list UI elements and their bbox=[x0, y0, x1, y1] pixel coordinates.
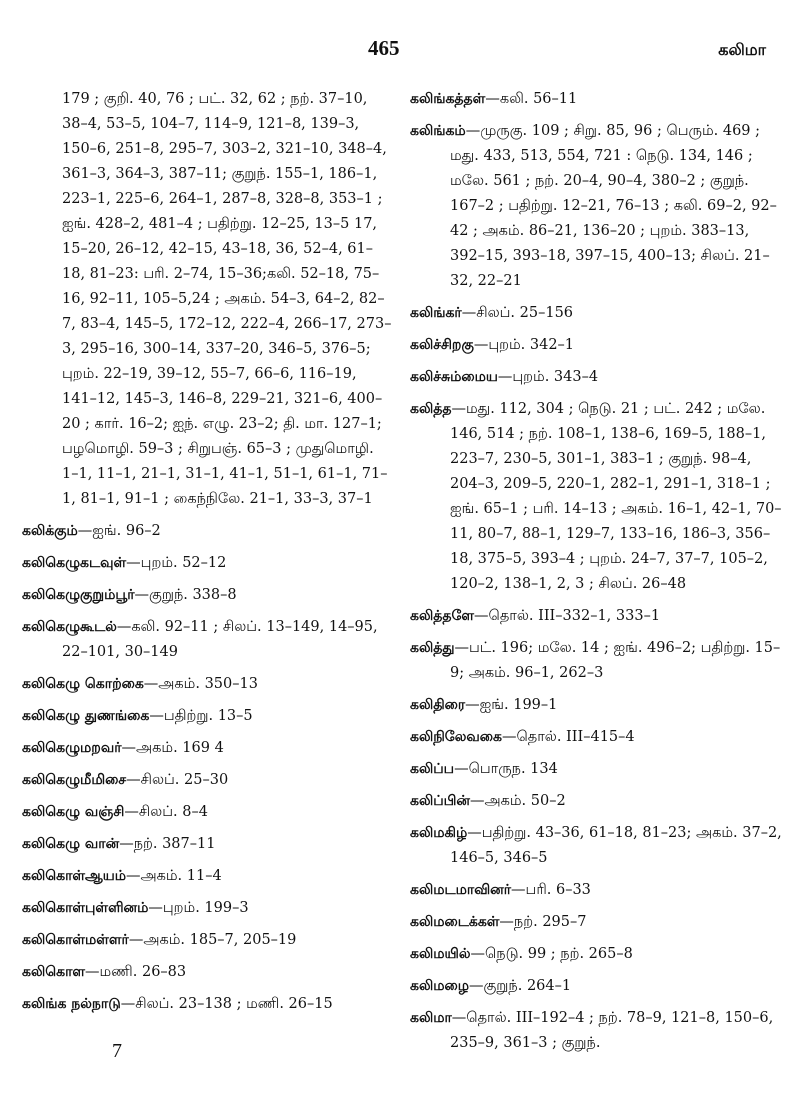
entry-headword: கலித்தளே bbox=[410, 608, 475, 624]
index-entry bbox=[22, 614, 392, 664]
entry-headword: கலிப்பின் bbox=[410, 793, 470, 809]
signature-mark: 7 bbox=[112, 1040, 122, 1062]
right-column bbox=[410, 86, 788, 1062]
entry-refs: —ஐங். 96–2 bbox=[77, 523, 161, 539]
entry-refs: —புறம். 199–3 bbox=[148, 900, 249, 916]
index-entry bbox=[410, 118, 788, 293]
index-entry bbox=[22, 863, 392, 888]
index-entry bbox=[22, 895, 392, 920]
entry-headword: கலிக்கும் bbox=[22, 523, 78, 539]
entry-headword: கலிகெழு கொற்கை bbox=[22, 676, 144, 692]
entry-refs: —தொல். III–192–4 ; நற். 78–9, 121–8, 150–6, 235–9, 361–3 ; குறுந். bbox=[450, 1010, 774, 1051]
entry-headword: கலிகெழு வஞ்சி bbox=[22, 804, 125, 820]
entry-refs: —சிலப். 8–4 bbox=[124, 804, 208, 820]
entry-headword: கலிப்ப bbox=[410, 761, 455, 777]
entry-refs: —சிலப். 25–30 bbox=[126, 772, 229, 788]
entry-headword: கலிகொள்ஆயம் bbox=[22, 868, 126, 884]
entry-headword: கலிதிரை bbox=[410, 697, 466, 713]
entry-headword: கலிமடைக்கள் bbox=[410, 914, 500, 930]
index-entry bbox=[410, 820, 788, 870]
index-entry bbox=[410, 300, 788, 325]
index-entry bbox=[22, 671, 392, 696]
left-column bbox=[22, 86, 392, 1023]
index-entry bbox=[22, 518, 392, 543]
entry-refs: —பட். 196; மலே. 14 ; ஐங். 496–2; பதிற்று. 15–9; அகம். 96–1, 262–3 bbox=[450, 640, 781, 681]
index-entry bbox=[22, 991, 392, 1016]
entry-refs: —பொருந. 134 bbox=[454, 761, 558, 777]
entry-refs: —ஐங். 199–1 bbox=[465, 697, 558, 713]
index-entry bbox=[410, 724, 788, 749]
index-entry bbox=[22, 550, 392, 575]
index-entry bbox=[410, 332, 788, 357]
page-number: 465 bbox=[368, 36, 400, 60]
entry-headword: கலிகொள்மள்ளர் bbox=[22, 932, 129, 948]
index-entry bbox=[22, 767, 392, 792]
entry-refs: —மது. 112, 304 ; நெடு. 21 ; பட். 242 ; மலே. 146, 514 ; நற். 108–1, 138–6, 169–5, 188–1, 223–7, 230–5, 301–1, 383–1 ; குறுந். 98–4, 204–3, 209–5, 220–1, 282–1, 291–1, 318–1 ; ஐங். 65–1 ; பரி. 14–13 ; அகம். 16–1, 42–1, 70–11, 80–7, 88–1, 129–7, 133–16, 186–3, 356–18, 375–5, 393–4 ; புறம். 24–7, 37–7, 105–2, 120–2, 138–1, 2, 3 ; சிலப். 26–48 bbox=[450, 401, 782, 592]
entry-refs: —பதிற்று. 13–5 bbox=[149, 708, 253, 724]
index-entry bbox=[410, 1005, 788, 1055]
index-entry bbox=[22, 831, 392, 856]
entry-refs: 179 ; குறி. 40, 76 ; பட். 32, 62 ; நற். 37–10, 38–4, 53–5, 104–7, 114–9, 121–8, 139–3, 150–6, 251–8, 295–7, 303–2, 321–10, 348–4, 361–3, 364–3, 387–11; குறுந். 155–1, 186–1, 223–1, 225–6, 264–1, 287–8, 328–8, 353–1 ; ஐங். 428–2, 481–4 ; பதிற்று. 12–25, 13–5 17, 15–20, 26–12, 42–15, 43–18, 36, 52–4, 61–18, 81–23: பரி. 2–74, 15–36;கலி. 52–18, 75–16, 92–11, 105–5,24 ; அகம். 54–3, 64–2, 82–7, 83–4, 145–5, 172–12, 222–4, 266–17, 273–3, 295–16, 300–14, 337–20, 346–5, 376–5; புறம். 22–19, 39–12, 55–7, 66–6, 116–19, 141–12, 145–3, 146–8, 229–21, 321–6, 400–20 ; கார். 16–2; ஐந். எழு. 23–2; தி. மா. 127–1; பழமொழி. 59–3 ; சிறுபஞ். 65–3 ; முதுமொழி. 1–1, 11–1, 21–1, 31–1, 41–1, 51–1, 61–1, 71–1, 81–1, 91–1 ; கைந்நிலே. 21–1, 33–3, 37–1 bbox=[62, 91, 392, 507]
entry-headword: கலிமயில் bbox=[410, 946, 471, 962]
entry-headword: கலிகெழு துணங்கை bbox=[22, 708, 150, 724]
index-entry bbox=[410, 635, 788, 685]
entry-headword: கலிகெழுகடவுள் bbox=[22, 555, 127, 571]
entry-refs: —நற். 295–7 bbox=[499, 914, 587, 930]
entry-refs: —புறம். 343–4 bbox=[497, 369, 599, 385]
index-entry bbox=[22, 959, 392, 984]
entry-refs: —புறம். 342–1 bbox=[473, 337, 575, 353]
entry-refs: —அகம். 185–7, 205–19 bbox=[128, 932, 297, 948]
entry-refs: —பதிற்று. 43–36, 61–18, 81–23; அகம். 37–2, 146–5, 346–5 bbox=[450, 825, 782, 866]
index-entry bbox=[410, 86, 788, 111]
entry-headword: கலிமகிழ் bbox=[410, 825, 468, 841]
index-entry bbox=[410, 788, 788, 813]
entry-headword: கலிங்கர் bbox=[410, 305, 462, 321]
entry-refs: —அகம். 350–13 bbox=[143, 676, 258, 692]
entry-headword: கலிகெழு வான் bbox=[22, 836, 120, 852]
entry-headword: கலிகெழுமீமிசை bbox=[22, 772, 127, 788]
index-entry bbox=[410, 364, 788, 389]
entry-headword: கலிநிலேவகை bbox=[410, 729, 502, 745]
continuation-entry bbox=[22, 86, 392, 511]
entry-refs: —குறுந். 338–8 bbox=[134, 587, 237, 603]
entry-refs: —கலி. 92–11 ; சிலப். 13–149, 14–95, 22–101, 30–149 bbox=[62, 619, 378, 660]
entry-headword: கலிகெழுமறவர் bbox=[22, 740, 122, 756]
index-entry bbox=[22, 703, 392, 728]
entry-refs: —நெடு. 99 ; நற். 265–8 bbox=[470, 946, 633, 962]
entry-headword: கலிச்சும்மைய bbox=[410, 369, 498, 385]
index-entry bbox=[410, 877, 788, 902]
entry-refs: —மணி. 26–83 bbox=[85, 964, 187, 980]
index-entry bbox=[410, 396, 788, 596]
entry-refs: —தொல். III–415–4 bbox=[501, 729, 635, 745]
entry-refs: —நற். 387–11 bbox=[119, 836, 216, 852]
entry-headword: கலிமழை bbox=[410, 978, 469, 994]
entry-headword: கலித்த bbox=[410, 401, 452, 417]
entry-refs: —கலி. 56–11 bbox=[485, 91, 578, 107]
index-entry bbox=[410, 909, 788, 934]
entry-refs: —முருகு. 109 ; சிறு. 85, 96 ; பெரும். 469 ; மது. 433, 513, 554, 721 : நெடு. 134, 146 ; மலே. 561 ; நற். 20–4, 90–4, 380–2 ; குறுந். 167–2 ; பதிற்று. 12–21, 76–13 ; கலி. 69–2, 92–42 ; அகம். 86–21, 136–20 ; புறம். 383–13, 392–15, 393–18, 397–15, 400–13; சிலப். 21–32, 22–21 bbox=[450, 123, 777, 289]
index-entry bbox=[410, 756, 788, 781]
index-entry bbox=[410, 603, 788, 628]
entry-headword: கலித்து bbox=[410, 640, 455, 656]
index-entry bbox=[410, 692, 788, 717]
entry-headword: கலிகொள்புள்ளினம் bbox=[22, 900, 149, 916]
entry-refs: —குறுந். 264–1 bbox=[469, 978, 572, 994]
entry-headword: கலிமா bbox=[410, 1010, 452, 1026]
index-entry bbox=[22, 735, 392, 760]
entry-headword: கலிகெழுகுறும்பூர் bbox=[22, 587, 135, 603]
entry-refs: —பரி. 6–33 bbox=[511, 882, 591, 898]
index-entry bbox=[22, 927, 392, 952]
index-entry bbox=[410, 941, 788, 966]
entry-refs: —தொல். III–332–1, 333–1 bbox=[474, 608, 661, 624]
entry-headword: கலிகெழுகூடல் bbox=[22, 619, 117, 635]
index-entry bbox=[410, 973, 788, 998]
entry-refs: —சிலப். 23–138 ; மணி. 26–15 bbox=[120, 996, 333, 1012]
entry-refs: —அகம். 11–4 bbox=[126, 868, 222, 884]
entry-headword: கலிமடமாவினர் bbox=[410, 882, 512, 898]
entry-headword: கலிங்கத்தள் bbox=[410, 91, 486, 107]
entry-headword: கலிங்கம் bbox=[410, 123, 466, 139]
running-head: கலிமா bbox=[718, 40, 766, 59]
entry-headword: கலிகொள bbox=[22, 964, 86, 980]
index-entry bbox=[22, 582, 392, 607]
entry-refs: —சிலப். 25–156 bbox=[461, 305, 574, 321]
entry-headword: கலிங்க நல்நாடு bbox=[22, 996, 121, 1012]
index-entry bbox=[22, 799, 392, 824]
entry-refs: —அகம். 169 4 bbox=[121, 740, 224, 756]
entry-refs: —புறம். 52–12 bbox=[126, 555, 227, 571]
entry-refs: —அகம். 50–2 bbox=[469, 793, 566, 809]
entry-headword: கலிச்சிறகு bbox=[410, 337, 474, 353]
